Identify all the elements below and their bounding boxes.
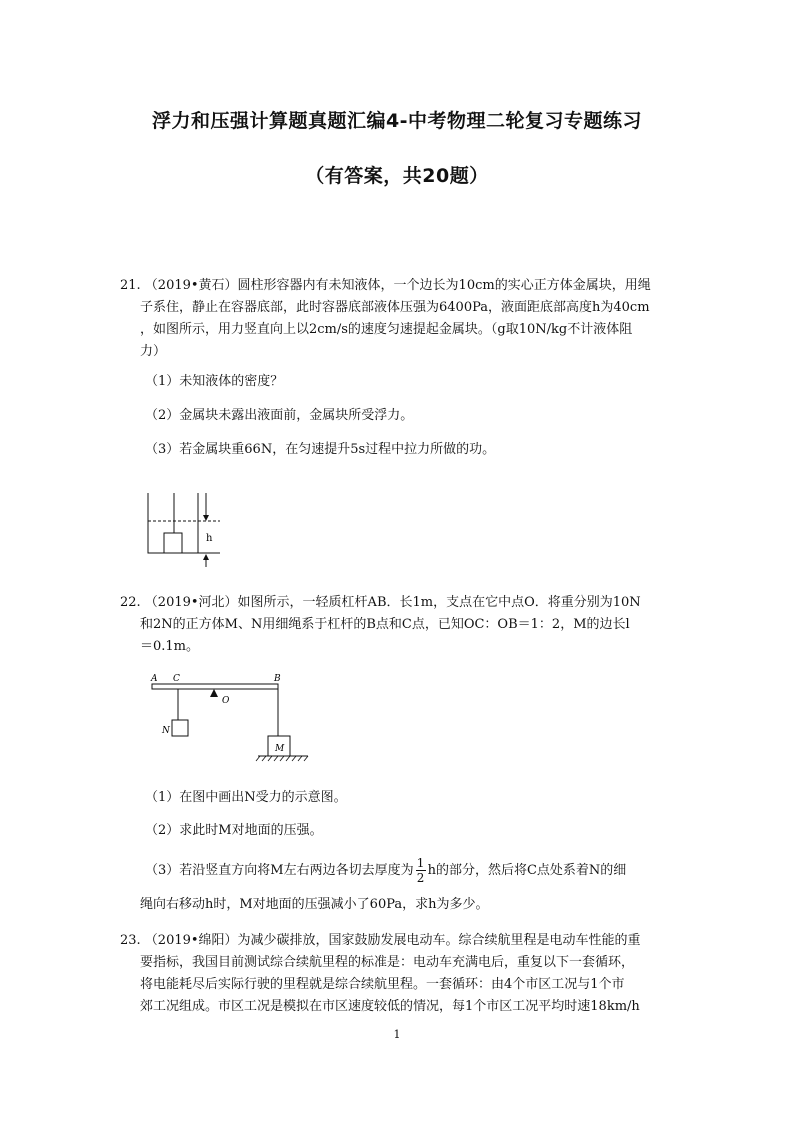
ground-hatching <box>256 756 308 761</box>
document-title: 浮力和压强计算题真题汇编4-中考物理二轮复习专题练习 <box>151 110 643 132</box>
label-o: O <box>222 696 230 706</box>
label-c: C <box>173 674 180 684</box>
question-21-figure <box>140 485 240 570</box>
question-23-line-4: 郊工况组成。市区工况是模拟在市区速度较低的情况，每1个市区工况平均时速18km/h <box>140 999 640 1014</box>
question-22-line-2: 和2N的正方体M、N用细绳系于杠杆的B点和C点，已知OC：OB＝1：2，M的边长l <box>140 617 630 632</box>
label-n: N <box>162 726 170 736</box>
label-a: A <box>151 674 158 684</box>
fraction-denominator: 2 <box>416 871 425 885</box>
question-21 <box>120 275 651 363</box>
label-b: B <box>274 674 281 684</box>
question-21-line-2: 子系住，静止在容器底部，此时容器底部液体压强为6400Pa，液面距底部高度h为40cm <box>140 300 650 315</box>
question-22-sub-3 <box>145 856 626 885</box>
height-label: h <box>206 533 213 544</box>
question-21-line-4: 力） <box>140 344 167 359</box>
document-subtitle: （有答案，共20题） <box>305 165 489 187</box>
arrow-down-icon <box>203 515 209 521</box>
page-number: 1 <box>393 1028 401 1041</box>
fraction-one-half <box>416 856 426 885</box>
question-22-sub-3-continued: 绳向右移动h时，M对地面的压强减小了60Pa，求h为多少。 <box>140 897 489 912</box>
question-21-sub-1: （1）未知液体的密度？ <box>145 374 284 389</box>
question-22 <box>120 592 641 658</box>
question-22-line-3: ＝0.1m。 <box>140 639 200 654</box>
question-21-sub-3: （3）若金属块重66N，在匀速提升5s过程中拉力所做的功。 <box>145 442 496 457</box>
arrow-up-icon <box>203 554 209 560</box>
metal-block <box>164 533 182 553</box>
cube-n <box>172 720 188 736</box>
question-22-sub-3-part-2: h的部分，然后将C点处系着N的细 <box>427 862 627 878</box>
label-m: M <box>275 744 285 754</box>
question-21-line-1: 21. （2019•黄石）圆柱形容器内有未知液体，一个边长为10cm的实心正方体金属块，用绳 <box>120 278 651 293</box>
question-22-figure <box>140 670 320 770</box>
question-22-line-1: 22. （2019•河北）如图所示，一轻质杠杆AB．长1m，支点在它中点O．将重分别为10N <box>120 595 641 610</box>
question-23 <box>120 930 641 1018</box>
question-23-line-3: 将电能耗尽后实际行驶的里程就是综合续航里程。一套循环：由4个市区工况与1个市 <box>140 977 625 992</box>
lever-bar <box>152 684 278 689</box>
question-22-sub-2: （2）求此时M对地面的压强。 <box>145 823 323 838</box>
question-22-sub-3-part-1: （3）若沿竖直方向将M左右两边各切去厚度为 <box>145 862 414 878</box>
question-21-line-3: ，如图所示，用力竖直向上以2cm/s的速度匀速提起金属块。（g取10N/kg不计液体阻 <box>140 322 633 337</box>
fulcrum-icon <box>210 689 218 697</box>
question-21-sub-2: （2）金属块未露出液面前，金属块所受浮力。 <box>145 408 414 423</box>
question-22-sub-1: （1）在图中画出N受力的示意图。 <box>145 790 347 805</box>
fraction-numerator: 1 <box>416 856 425 870</box>
question-23-line-1: 23. （2019•绵阳）为减少碳排放，国家鼓励发展电动车。综合续航里程是电动车性能的重 <box>120 933 641 948</box>
question-23-line-2: 要指标，我国目前测试综合续航里程的标准是：电动车充满电后，重复以下一套循环， <box>140 955 635 970</box>
